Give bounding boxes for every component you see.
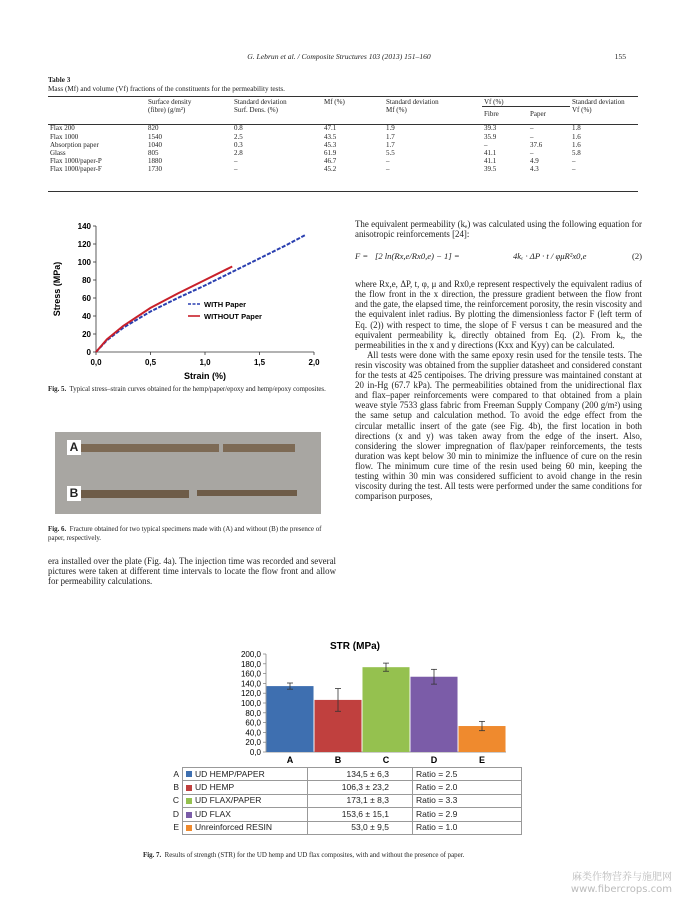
eq-number: (2) [631, 251, 642, 262]
fig6-caption-text: Fracture obtained for two typical specimens made with (A) and without (B) the presence of paper, respectively. [48, 526, 322, 542]
row-ratio: Ratio = 2.9 [413, 808, 522, 821]
table-cell: 37.6 [530, 140, 543, 149]
table-cell: 39.5 [484, 165, 497, 174]
table-cell: – [530, 149, 534, 158]
y-tick-label: 180,0 [240, 659, 261, 669]
category-label: A [286, 755, 294, 765]
y-tick-label: 140 [77, 222, 91, 231]
row-sd: ± 15,1 [365, 808, 389, 819]
row-series [183, 808, 308, 821]
fig5-caption-text: Typical stress–strain curves obtained for the hemp/paper/epoxy and hemp/epoxy composites. [69, 386, 326, 393]
table-cell: – [530, 132, 534, 141]
fig7-caption [143, 852, 623, 861]
category-label: E [478, 755, 486, 765]
row-series [183, 781, 308, 794]
label-a: A [67, 440, 81, 455]
table-top-rule [48, 96, 638, 97]
table-bottom-rule [48, 191, 638, 192]
row-name: UD HEMP/PAPER [195, 768, 265, 779]
fig7-table-row [168, 794, 522, 807]
table-cell: 45.2 [324, 165, 337, 174]
table-cell: Absorption paper [50, 140, 99, 149]
table-cell: Glass [50, 149, 66, 158]
row-name: UD FLAX [195, 808, 231, 819]
table-cell: 4.3 [530, 165, 539, 174]
fig6-caption [48, 526, 336, 543]
fig7-table-row [168, 781, 522, 794]
row-ratio: Ratio = 2.5 [413, 768, 522, 781]
row-key: D [172, 808, 179, 819]
y-tick-label: 120,0 [240, 689, 261, 699]
fig6-specimen-photo [55, 432, 321, 514]
row-series [183, 768, 308, 781]
table-cell: – [386, 165, 390, 174]
site-watermark [571, 872, 672, 896]
table-label: Table 3 [48, 76, 71, 84]
fig7-data-table [168, 767, 522, 835]
table-cell: 39.3 [484, 124, 497, 133]
table-cell: 1730 [148, 165, 162, 174]
specimen-b-left [79, 490, 189, 498]
table-cell: – [484, 140, 488, 149]
row-series [183, 821, 308, 834]
x-tick-label: 0,0 [90, 358, 102, 367]
fig6-label: Fig. 6. [48, 526, 67, 533]
row-series [183, 794, 308, 807]
row-key: A [173, 768, 179, 779]
specimen-b-right [197, 490, 297, 496]
watermark-cn: 麻类作物营养与施肥网 [572, 872, 672, 883]
th-sd-vf: Standard deviation Vf (%) [572, 98, 625, 115]
table-row [48, 133, 638, 141]
row-ratio: Ratio = 1.0 [413, 821, 522, 834]
fig7-caption-text: Results of strength (STR) for the UD hemp and UD flax composites, with and without the presence of paper. [164, 852, 465, 859]
table-cell: 1540 [148, 132, 162, 141]
row-key: E [173, 822, 179, 833]
row-value: 173,1 ± 8,3 [308, 794, 393, 807]
left-paragraph: era installed over the plate (Fig. 4a). The injection time was recorded and several pictures were taken at different time intervals to locate the flow front and allow for permeability calculations. [48, 556, 336, 587]
fig5-caption [48, 386, 336, 395]
row-ratio: Ratio = 2.0 [413, 781, 522, 794]
page-number: 155 [614, 52, 626, 61]
table-cell: 47.1 [324, 124, 337, 133]
table-cell: 1.7 [386, 140, 395, 149]
eq-rhs: 4kₑ · ΔP · t / φμR²x0,e [513, 251, 587, 262]
category-label: C [382, 755, 390, 765]
table-cell: Flax 1000 [50, 132, 79, 141]
table-row [48, 157, 638, 165]
table-cell: 1040 [148, 140, 162, 149]
x-tick-label: 0,5 [144, 358, 157, 367]
y-tick-label: 60,0 [245, 718, 261, 728]
x-tick-label: 2,0 [308, 358, 320, 367]
fig5-plot [52, 222, 320, 381]
table-cell: 2.5 [234, 132, 243, 141]
table-cell: 0.8 [234, 124, 243, 133]
table-cell: 1.6 [572, 132, 581, 141]
legend-swatch [186, 771, 192, 777]
table-3 [48, 98, 638, 174]
legend-label: WITHOUT Paper [204, 312, 262, 321]
table-cell: 1.6 [572, 140, 581, 149]
y-axis-label: Stress (MPa) [52, 261, 62, 317]
row-value: 134,5 ± 6,3 [308, 768, 393, 781]
watermark-url: www.fibercrops.com [570, 884, 672, 895]
table-body [48, 124, 638, 173]
th-mf: Mf (%) [324, 98, 345, 106]
category-label: B [334, 755, 342, 765]
legend-swatch [186, 825, 192, 831]
table-cell: 35.9 [484, 132, 497, 141]
row-ratio: Ratio = 3.3 [413, 794, 522, 807]
table-cell: 61.9 [324, 149, 337, 158]
category-label: D [430, 755, 438, 765]
row-sd: ± 23,2 [365, 782, 389, 793]
table-cell: 1880 [148, 157, 162, 166]
y-tick-label: 200,0 [240, 650, 261, 659]
table-cell: 41.1 [484, 157, 497, 166]
y-tick-label: 80 [82, 276, 91, 285]
th-vf-paper: Paper [530, 110, 546, 119]
row-key: C [172, 795, 179, 806]
right-paragraph-3: All tests were done with the same epoxy resin used for the tensile tests. The resin viscosity was obtained from the supplier datasheet and considered constant for the tests at 425 centipoises. The driving pressure was maintained constant at 20 in-Hg (67.7 kPa). The permeabilities obtained from the unidirectional flax and flax–paper reinforcements were compared to that obtained from a plain weave style 7533 glass fabric from Freeman Supply Company (200 g/m²) using the same setup and calculation method. To avoid the edge effect from the circular metallic insert of the gate (see Fig. 4b), the first location in both directions (x and y) was taken away from the edge of the insert. Also, considering the slower impregnation of flax/paper reinforcements, the tests duration was kept below 30 min to minimize the influence of cure on the resin flow. The minimum cure time of the resin used being 60 min, keeping the testing within 30 min was considered sufficient to avoid change in the resin viscosity during the test. All tests were performed under the same conditions for comparison purposes, [355, 349, 642, 502]
row-key: B [173, 782, 179, 793]
table-row [48, 124, 638, 132]
eq-lhs: F = [355, 251, 369, 262]
label-b: B [67, 486, 81, 501]
y-tick-label: 140,0 [240, 679, 261, 689]
chart-title: STR (MPa) [330, 641, 380, 652]
right-paragraph-2: where Rx,e, ΔP, t, φ, μ and Rx0,e represent respectively the equivalent radius of the flow front in the x direction, the pressure gradient between the flow front and the gate, the elapsed time, the reinforcement porosity, the resin viscosity and the equivalent inlet radius. By plotting the dimensionless factor F (left term of Eq. (2)) with respect to time, the slope of F versus t can be measured and the equivalent permeability kₑ directly obtained from Eq. (2). From kₑ, the permeabilities in the x and y directions (Kxx and Kyy) can be calculated. [355, 279, 642, 350]
table-cell: – [572, 157, 576, 166]
row-name: UD HEMP [195, 782, 235, 793]
y-tick-label: 0 [86, 348, 91, 357]
y-tick-label: 100 [77, 258, 91, 267]
th-sd-mf: Standard deviation Mf (%) [386, 98, 439, 115]
table-cell: 41.1 [484, 149, 497, 158]
th-vf: Vf (%) [482, 98, 570, 107]
table-cell: – [530, 124, 534, 133]
table-cell: 1.9 [386, 124, 395, 133]
table-header-row [48, 98, 638, 107]
specimen-a-left [79, 444, 219, 452]
left-column-text [48, 556, 336, 586]
bar-d [410, 677, 457, 752]
bar-a [266, 686, 313, 752]
y-tick-label: 40 [82, 312, 91, 321]
bar-c [362, 667, 409, 752]
legend-label: WITH Paper [204, 300, 247, 309]
row-value: 106,3 ± 23,2 [308, 781, 393, 794]
row-sd: ± 9,5 [370, 822, 389, 833]
row-sd: ± 6,3 [370, 768, 389, 779]
eq-mid: [2 ln(Rx,e/Rx0,e) − 1] = [375, 251, 460, 262]
table-row [48, 165, 638, 173]
equation-2 [355, 241, 642, 275]
table-cell: 45.3 [324, 140, 337, 149]
x-axis-label: Strain (%) [183, 371, 227, 381]
table-cell: Flax 1000/paper-F [50, 165, 102, 174]
y-tick-label: 20,0 [245, 738, 261, 748]
table-caption [48, 76, 285, 94]
table-cell: – [572, 165, 576, 174]
table-cell: 43.5 [324, 132, 337, 141]
journal-citation: G. Lebrun et al. / Composite Structures 103 (2013) 151–160 [247, 52, 431, 61]
series-line-with-paper [96, 235, 305, 352]
table-cell: 4.9 [530, 157, 539, 166]
x-tick-label: 1,5 [253, 358, 266, 367]
y-tick-label: 0,0 [249, 748, 261, 757]
fig5-stress-strain-chart [48, 214, 330, 384]
row-value: 153,6 ± 15,1 [308, 808, 393, 821]
specimen-a-right [223, 444, 295, 452]
table-caption-text: Mass (Mf) and volume (Vf) fractions of the constituents for the permeability tests. [48, 85, 285, 93]
table-cell: 1.7 [386, 132, 395, 141]
y-tick-label: 60 [82, 294, 91, 303]
row-sd: ± 8,3 [370, 795, 389, 806]
table-cell: 0.3 [234, 140, 243, 149]
legend-swatch [186, 798, 192, 804]
table-cell: 5.8 [572, 149, 581, 158]
table-cell: 1.8 [572, 124, 581, 133]
fig7-plot [241, 641, 506, 765]
y-tick-label: 160,0 [240, 669, 261, 679]
table-row [48, 141, 638, 149]
th-vf-fibre: Fibre [484, 110, 499, 119]
th-sd-surf: Standard deviation Surf. Dens. (%) [234, 98, 287, 115]
y-tick-label: 120 [77, 240, 91, 249]
table-cell: 820 [148, 124, 159, 133]
fig7-table-row [168, 768, 522, 781]
y-tick-label: 40,0 [245, 728, 261, 738]
fig7-label: Fig. 7. [143, 852, 162, 859]
fig7-table-row [168, 808, 522, 821]
row-value: 53,0 ± 9,5 [308, 821, 393, 834]
table-cell: 5.5 [386, 149, 395, 158]
table-cell: Flax 200 [50, 124, 75, 133]
table-cell: 2.8 [234, 149, 243, 158]
table-row [48, 149, 638, 157]
y-tick-label: 100,0 [240, 699, 261, 708]
row-name: Unreinforced RESIN [195, 822, 273, 833]
table-cell: 805 [148, 149, 159, 158]
fig5-label: Fig. 5. [48, 386, 67, 393]
row-name: UD FLAX/PAPER [195, 795, 262, 806]
th-surface-density: Surface density (fibre) (g/m²) [148, 98, 192, 115]
table-cell: 46.7 [324, 157, 337, 166]
right-column [355, 219, 642, 501]
series-line-without-paper [96, 267, 232, 353]
fig7-str-chart [160, 638, 530, 768]
table-cell: – [234, 165, 238, 174]
fig7-table-row [168, 821, 522, 834]
table-cell: – [234, 157, 238, 166]
right-paragraph-1: The equivalent permeability (kₑ) was calculated using the following equation for anisotropic reinforcements [24]: [355, 219, 642, 240]
y-tick-label: 80,0 [245, 708, 261, 718]
table-mid-rule [48, 124, 638, 125]
x-tick-label: 1,0 [199, 358, 211, 367]
table-cell: – [386, 157, 390, 166]
legend-swatch [186, 812, 192, 818]
table-cell: Flax 1000/paper-P [50, 157, 102, 166]
y-tick-label: 20 [82, 330, 91, 339]
legend-swatch [186, 785, 192, 791]
